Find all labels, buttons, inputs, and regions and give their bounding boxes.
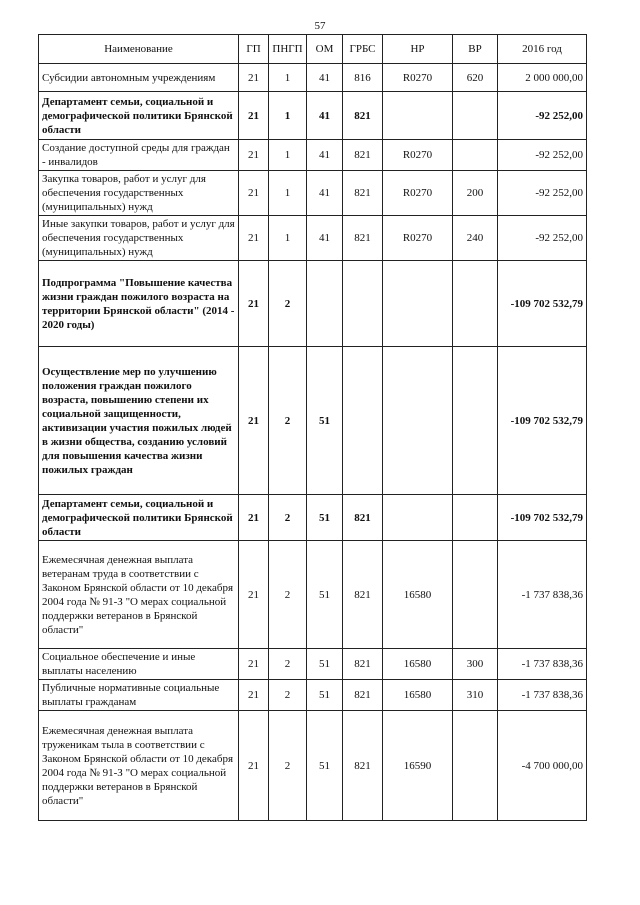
row-nr: 16580 [383, 649, 453, 680]
row-name: Создание доступной среды для граждан - инвалидов [39, 140, 239, 171]
row-om: 41 [307, 216, 343, 261]
row-name: Социальное обеспечение и иные выплаты населению [39, 649, 239, 680]
row-om: 51 [307, 495, 343, 541]
row-om: 51 [307, 711, 343, 821]
row-amount: -92 252,00 [498, 216, 587, 261]
row-nr: 16590 [383, 711, 453, 821]
row-amount: 2 000 000,00 [498, 64, 587, 92]
row-grbs [343, 347, 383, 495]
row-grbs: 821 [343, 140, 383, 171]
row-grbs: 821 [343, 680, 383, 711]
row-vr [453, 92, 498, 140]
row-pngp: 2 [269, 347, 307, 495]
row-vr [453, 541, 498, 649]
row-nr: 16580 [383, 541, 453, 649]
header-grbs: ГРБС [343, 35, 383, 64]
row-grbs: 821 [343, 216, 383, 261]
row-amount: -1 737 838,36 [498, 649, 587, 680]
row-amount: -109 702 532,79 [498, 495, 587, 541]
row-amount: -92 252,00 [498, 171, 587, 216]
row-name: Публичные нормативные социальные выплаты гражданам [39, 680, 239, 711]
row-grbs: 821 [343, 649, 383, 680]
row-vr: 620 [453, 64, 498, 92]
table-row [39, 347, 587, 495]
row-nr [383, 347, 453, 495]
header-name: Наименование [39, 35, 239, 64]
row-amount: -109 702 532,79 [498, 261, 587, 347]
table-row [39, 711, 587, 821]
row-name: Иные закупки товаров, работ и услуг для обеспечения государственных (муниципальных) нужд [39, 216, 239, 261]
row-nr: R0270 [383, 64, 453, 92]
row-om: 51 [307, 649, 343, 680]
row-gp: 21 [239, 140, 269, 171]
row-gp: 21 [239, 216, 269, 261]
row-om: 51 [307, 347, 343, 495]
row-pngp: 2 [269, 711, 307, 821]
row-vr [453, 347, 498, 495]
row-vr: 200 [453, 171, 498, 216]
table-row [39, 261, 587, 347]
row-amount: -4 700 000,00 [498, 711, 587, 821]
row-amount: -92 252,00 [498, 92, 587, 140]
row-pngp: 2 [269, 495, 307, 541]
row-om: 41 [307, 92, 343, 140]
row-om: 41 [307, 140, 343, 171]
header-om: ОМ [307, 35, 343, 64]
header-pngp: ПНГП [269, 35, 307, 64]
header-amount: 2016 год [498, 35, 587, 64]
row-name: Департамент семьи, социальной и демографической политики Брянской области [39, 495, 239, 541]
row-amount: -109 702 532,79 [498, 347, 587, 495]
row-om: 41 [307, 171, 343, 216]
row-gp: 21 [239, 541, 269, 649]
row-vr [453, 495, 498, 541]
row-vr [453, 261, 498, 347]
page-number: 57 [314, 20, 326, 32]
row-name: Департамент семьи, социальной и демографической политики Брянской области [39, 92, 239, 140]
header-vr: ВР [453, 35, 498, 64]
row-amount: -1 737 838,36 [498, 541, 587, 649]
row-pngp: 1 [269, 92, 307, 140]
table-row [39, 649, 587, 680]
row-pngp: 2 [269, 680, 307, 711]
row-name: Подпрограмма "Повышение качества жизни граждан пожилого возраста на территории Брянской области" (2014 - 2020 годы) [39, 261, 239, 347]
row-gp: 21 [239, 649, 269, 680]
row-vr [453, 711, 498, 821]
row-gp: 21 [239, 711, 269, 821]
header-gp: ГП [239, 35, 269, 64]
row-vr: 310 [453, 680, 498, 711]
row-nr [383, 495, 453, 541]
row-nr: R0270 [383, 216, 453, 261]
row-gp: 21 [239, 680, 269, 711]
table-row [39, 140, 587, 171]
row-grbs: 821 [343, 541, 383, 649]
table-row [39, 64, 587, 92]
row-name: Ежемесячная денежная выплата ветеранам труда в соответствии с Законом Брянской области от 10 декабря 2004 года № 91-З "О мерах социальной поддержки ветеранов в Брянской области" [39, 541, 239, 649]
table-row [39, 92, 587, 140]
row-vr: 240 [453, 216, 498, 261]
row-gp: 21 [239, 171, 269, 216]
row-name: Осуществление мер по улучшению положения граждан пожилого возраста, повышению степени их социальной защищенности, активизации участия пожилых людей в жизни общества, созданию условий для повышения качества жизни пожилых граждан [39, 347, 239, 495]
row-om [307, 261, 343, 347]
row-name: Ежемесячная денежная выплата труженикам тыла в соответствии с Законом Брянской области от 10 декабря 2004 года № 91-З "О мерах социальной поддержки ветеранов в Брянской области" [39, 711, 239, 821]
row-pngp: 2 [269, 649, 307, 680]
budget-table [38, 34, 587, 821]
row-gp: 21 [239, 92, 269, 140]
row-gp: 21 [239, 261, 269, 347]
row-grbs: 821 [343, 171, 383, 216]
row-gp: 21 [239, 495, 269, 541]
row-nr [383, 92, 453, 140]
row-name: Субсидии автономным учреждениям [39, 64, 239, 92]
row-nr: R0270 [383, 171, 453, 216]
row-grbs: 821 [343, 495, 383, 541]
row-nr: R0270 [383, 140, 453, 171]
row-vr [453, 140, 498, 171]
table-row [39, 541, 587, 649]
row-vr: 300 [453, 649, 498, 680]
row-gp: 21 [239, 64, 269, 92]
row-name: Закупка товаров, работ и услуг для обеспечения государственных (муниципальных) нужд [39, 171, 239, 216]
row-pngp: 2 [269, 541, 307, 649]
row-amount: -1 737 838,36 [498, 680, 587, 711]
row-pngp: 2 [269, 261, 307, 347]
row-gp: 21 [239, 347, 269, 495]
table-row [39, 171, 587, 216]
row-grbs: 821 [343, 711, 383, 821]
row-pngp: 1 [269, 140, 307, 171]
header-nr: НР [383, 35, 453, 64]
table-row [39, 495, 587, 541]
table-row [39, 216, 587, 261]
row-grbs: 821 [343, 92, 383, 140]
row-grbs [343, 261, 383, 347]
row-om: 51 [307, 680, 343, 711]
row-amount: -92 252,00 [498, 140, 587, 171]
row-grbs: 816 [343, 64, 383, 92]
row-nr [383, 261, 453, 347]
row-pngp: 1 [269, 171, 307, 216]
row-pngp: 1 [269, 64, 307, 92]
row-pngp: 1 [269, 216, 307, 261]
row-nr: 16580 [383, 680, 453, 711]
row-om: 51 [307, 541, 343, 649]
table-header-row [39, 35, 587, 64]
row-om: 41 [307, 64, 343, 92]
table-row [39, 680, 587, 711]
